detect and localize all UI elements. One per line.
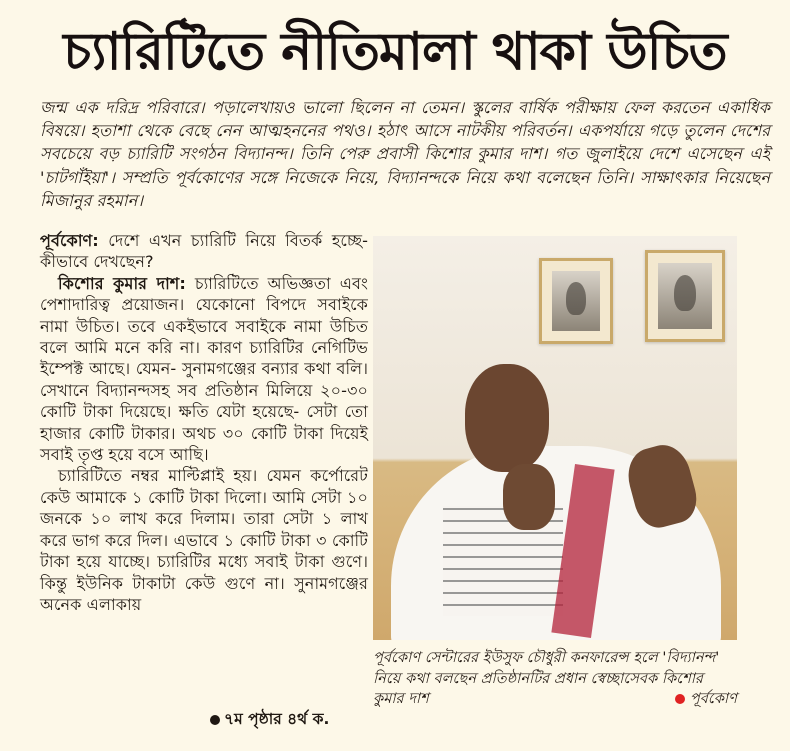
answer-paragraph — [40, 273, 368, 466]
continued-on — [210, 707, 329, 733]
interview-column — [40, 230, 368, 615]
jump-text: ৭ম পৃষ্ঠার ৪র্থ ক. — [224, 710, 330, 728]
answer-paragraph-2: চ্যারিটিতে নম্বর মাল্টিপ্লাই হয়। যেমন কর্পোরেট কেউ আমাকে ১ কোটি টাকা দিলো। আমি সেটা ১০ জনকে ১০ লাখ করে দিলাম। তারা সেটা ১ লাখ করে ভাগ করে দিল। এভাবে ১ কোটি টাকা ৩ কোটি টাকা হয়ে যাচ্ছে। চ্যারিটির মধ্যে সবাই টাকা গুণে। কিন্তু ইউনিক টাকাটা কেউ গুণে না। সুনামগঞ্জের অনেক এলাকায় — [40, 466, 368, 614]
answer-text: চ্যারিটিতে অভিজ্ঞতা এবং পেশাদারিত্ব প্রয়োজন। যেকোনো বিপদে সবাইকে নামা উচিত। তবে একইভাবে সবাইকে নামা উচিত বলে আমি মনে করি না। কারণ চ্যারিটির নেগিটিভ ইম্পেক্ট আছে। যেমন- সুনামগঞ্জের বন্যার কথা বলি। সেখানে বিদ্যানন্দসহ সব প্রতিষ্ঠান মিলিয়ে ২০-৩০ কোটি টাকা দিয়েছে। ক্ষতি যেটা হয়েছে- সেটা তো হাজার কোটি টাকার। অথচ ৩০ কোটি টাকা দিয়েই সবাই তৃপ্ত হয়ে বসে আছি। — [40, 273, 368, 465]
bullet-icon — [210, 715, 220, 725]
credit-text: পূর্বকোণ — [689, 690, 737, 707]
headline: চ্যারিটিতে নীতিমালা থাকা উচিত — [63, 22, 727, 82]
wall-frame-left — [539, 258, 613, 344]
question-text: দেশে এখন চ্যারিটি নিয়ে বিতর্ক হচ্ছে- কীভাবে দেখছেন? — [40, 231, 368, 272]
credit-dot-icon — [675, 694, 685, 704]
raised-hand-icon — [503, 464, 555, 530]
photo-caption — [373, 648, 737, 710]
answer-label: কিশোর কুমার দাশ: — [58, 273, 186, 293]
photo-credit — [675, 689, 737, 710]
caption-text: পূর্বকোণ সেন্টারের ইউসুফ চৌধুরী কনফারেন্স হলে 'বিদ্যানন্দ' নিয়ে কথা বলছেন প্রতিষ্ঠানটির প্রধান স্বেচ্ছাসেবক কিশোর কুমার দাশ — [373, 649, 720, 707]
question-paragraph — [40, 230, 368, 273]
interview-photo — [373, 236, 737, 640]
person-head — [465, 364, 549, 472]
wall-frame-right — [645, 250, 725, 342]
question-label: পূর্বকোণ: — [40, 231, 99, 250]
intro-paragraph: জন্ম এক দরিদ্র পরিবারে। পড়ালেখায়ও ভালো ছিলেন না তেমন। স্কুলের বার্ষিক পরীক্ষায় ফেল করতেন একাধিক বিষয়ে। হতাশা থেকে বেছে নেন আত্মহননের পথও। হঠাৎ আসে নাটকীয় পরিবর্তন। একপর্যায়ে গড়ে তুলেন দেশের সবচেয়ে বড় চ্যারিটি সংগঠন বিদ্যানন্দ। তিনি পেরু প্রবাসী কিশোর কুমার দাশ। গত জুলাইয়ে দেশে এসেছেন এই 'চাটগাঁইয়া'। সম্প্রতি পূর্বকোণের সঙ্গে নিজেকে নিয়ে, বিদ্যানন্দকে নিয়ে কথা বলেছেন তিনি। সাক্ষাৎকার নিয়েছেন মিজানুর রহমান। — [40, 98, 770, 210]
